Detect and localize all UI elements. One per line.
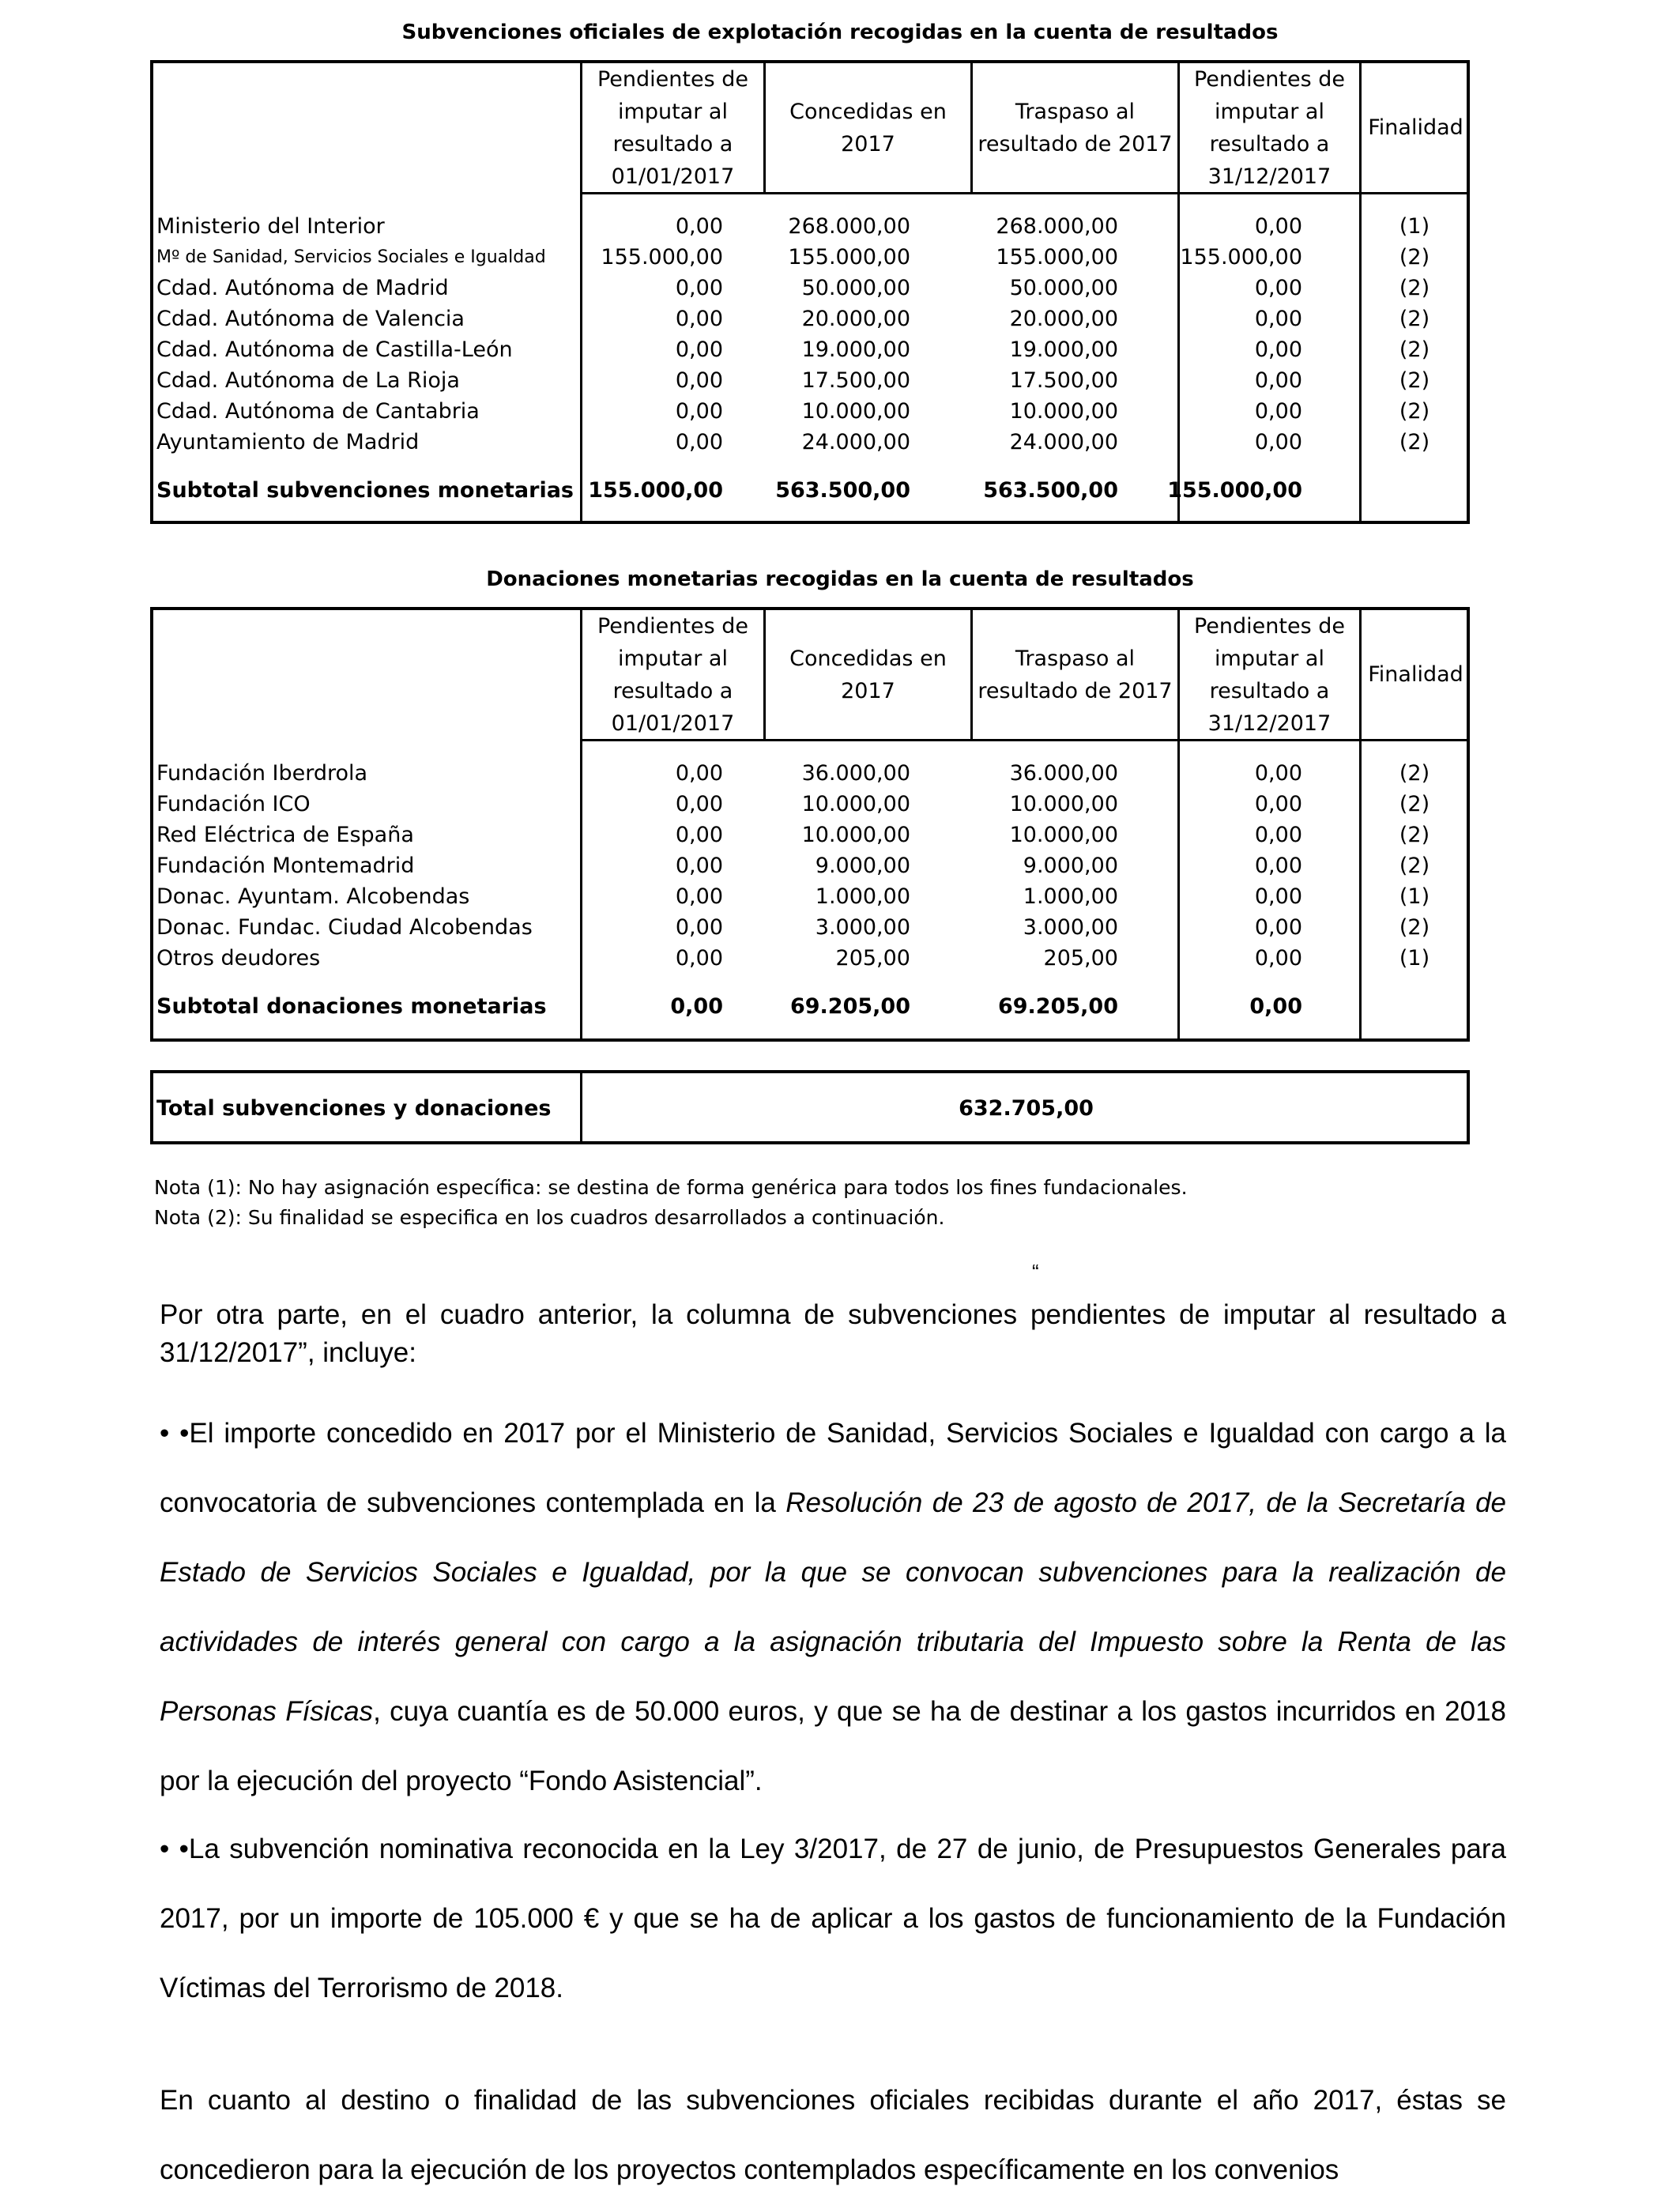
row-label: Cdad. Autónoma de Madrid <box>156 276 449 300</box>
column-header-line: 31/12/2017 <box>1207 710 1332 736</box>
amount-cell: 36.000,00 <box>1009 761 1118 786</box>
table-row <box>153 211 1467 242</box>
amount-cell: 0,00 <box>675 792 723 816</box>
row-label: Otros deudores <box>156 946 321 971</box>
amount-cell: 0,00 <box>675 761 723 786</box>
column-header <box>1180 63 1359 192</box>
amount-cell: 155.000,00 <box>601 245 723 270</box>
row-label: Fundación Montemadrid <box>156 854 415 878</box>
table-row <box>153 820 1467 850</box>
amount-cell: 0,00 <box>1254 307 1302 331</box>
amount-cell: 0,00 <box>675 430 723 454</box>
row-label: Fundación Iberdrola <box>156 761 368 786</box>
amount-cell: 563.500,00 <box>775 478 910 503</box>
row-label: Cdad. Autónoma de Castilla-León <box>156 337 513 362</box>
finalidad-cell: (1) <box>1399 946 1430 971</box>
column-header-line: Traspaso al <box>1015 646 1136 671</box>
donations-table <box>150 607 1470 1042</box>
finalidad-cell: (2) <box>1399 399 1430 424</box>
amount-cell: 3.000,00 <box>1023 915 1118 940</box>
bullet-1-resolution: Resolución de 23 de agosto de 2017, de la Secretaría de Estado de Servicios Sociales e Igualdad, por la que se convocan subvenciones para la realización de actividades de interés general con cargo a la asignación tributaria del Impuesto sobre la Renta de las Personas Físicas <box>160 1487 1506 1727</box>
table2-caption: Donaciones monetarias recogidas en la cuenta de resultados <box>486 567 1194 591</box>
table-row <box>153 881 1467 912</box>
finalidad-cell: (2) <box>1399 915 1430 940</box>
amount-cell: 19.000,00 <box>801 337 910 362</box>
amount-cell: 19.000,00 <box>1009 337 1118 362</box>
amount-cell: 268.000,00 <box>788 214 910 239</box>
column-header-line: Concedidas en <box>789 99 947 124</box>
amount-cell: 0,00 <box>675 307 723 331</box>
table-row <box>153 303 1467 334</box>
amount-cell: 10.000,00 <box>801 823 910 847</box>
table-row <box>153 758 1467 789</box>
column-header-line: imputar al <box>1215 646 1324 671</box>
amount-cell: 0,00 <box>675 337 723 362</box>
amount-cell: 0,00 <box>675 214 723 239</box>
amount-cell: 10.000,00 <box>1009 823 1118 847</box>
row-label: Cdad. Autónoma de Valencia <box>156 307 465 331</box>
amount-cell: 0,00 <box>675 884 723 909</box>
amount-cell: 0,00 <box>1254 915 1302 940</box>
finalidad-cell: (1) <box>1399 214 1430 239</box>
amount-cell: 0,00 <box>675 946 723 971</box>
row-label: Subtotal subvenciones monetarias <box>156 478 574 503</box>
column-header-line: Pendientes de <box>597 66 748 92</box>
table-row <box>153 427 1467 458</box>
amount-cell: 1.000,00 <box>1023 884 1118 909</box>
column-header <box>582 63 763 192</box>
finalidad-cell: (2) <box>1399 761 1430 786</box>
column-header-line: resultado de 2017 <box>977 678 1173 703</box>
amount-cell: 0,00 <box>675 823 723 847</box>
column-header-line: Pendientes de <box>1193 66 1345 92</box>
row-label: Donac. Fundac. Ciudad Alcobendas <box>156 915 533 940</box>
amount-cell: 10.000,00 <box>1009 792 1118 816</box>
note-1: Nota (1): No hay asignación específica: se destina de forma genérica para todos los fines fundacionales. <box>154 1176 1188 1199</box>
amount-cell: 0,00 <box>1249 994 1302 1019</box>
amount-cell: 10.000,00 <box>801 792 910 816</box>
amount-cell: 0,00 <box>1254 823 1302 847</box>
amount-cell: 0,00 <box>675 399 723 424</box>
amount-cell: 0,00 <box>1254 276 1302 300</box>
column-header-line: imputar al <box>1215 99 1324 124</box>
column-header <box>582 610 763 739</box>
finalidad-cell: (2) <box>1399 245 1430 270</box>
row-label: Red Eléctrica de España <box>156 823 414 847</box>
row-label: Subtotal donaciones monetarias <box>156 994 547 1019</box>
finalidad-cell: (2) <box>1399 337 1430 362</box>
amount-cell: 0,00 <box>1254 946 1302 971</box>
paragraph-purpose: En cuanto al destino o finalidad de las subvenciones oficiales recibidas durante el año 2017, éstas se concedieron para la ejecución de los proyectos contemplados específicamente en los convenios <box>160 2085 1506 2185</box>
table-row <box>153 273 1467 303</box>
column-header-line: resultado a <box>612 678 733 703</box>
amount-cell: 155.000,00 <box>1167 478 1302 503</box>
column-header-line: 2017 <box>841 678 895 703</box>
column-header-line: Concedidas en <box>789 646 947 671</box>
amount-cell: 10.000,00 <box>801 399 910 424</box>
amount-cell: 155.000,00 <box>996 245 1118 270</box>
row-label: Ayuntamiento de Madrid <box>156 430 420 454</box>
table-row <box>153 943 1467 974</box>
row-label: Ministerio del Interior <box>156 214 385 239</box>
grants-table <box>150 60 1470 524</box>
amount-cell: 0,00 <box>1254 854 1302 878</box>
table1-caption: Subvenciones oficiales de explotación recogidas en la cuenta de resultados <box>401 21 1279 44</box>
finalidad-cell: (2) <box>1399 368 1430 393</box>
amount-cell: 50.000,00 <box>801 276 910 300</box>
total-label: Total subvenciones y donaciones <box>156 1096 552 1121</box>
table-row <box>153 334 1467 365</box>
subtotal-row <box>153 475 1467 506</box>
amount-cell: 20.000,00 <box>1009 307 1118 331</box>
amount-cell: 20.000,00 <box>801 307 910 331</box>
table-row <box>153 365 1467 396</box>
amount-cell: 9.000,00 <box>815 854 910 878</box>
bullet-1-text: • •El importe concedido en 2017 por el Ministerio de Sanidad, Servicios Sociales e Igualdad con cargo a la convocatoria de subvenciones contemplada en la <box>160 1418 1506 1518</box>
column-header <box>766 610 970 739</box>
table-row <box>153 850 1467 881</box>
finalidad-cell: (1) <box>1399 884 1430 909</box>
amount-cell: 0,00 <box>1254 430 1302 454</box>
amount-cell: 50.000,00 <box>1009 276 1118 300</box>
column-header-line: Pendientes de <box>1193 613 1345 639</box>
amount-cell: 155.000,00 <box>1180 245 1302 270</box>
amount-cell: 69.205,00 <box>789 994 910 1019</box>
table-row <box>153 789 1467 820</box>
finalidad-cell: (2) <box>1399 823 1430 847</box>
finalidad-cell: (2) <box>1399 854 1430 878</box>
column-header-line: 31/12/2017 <box>1207 164 1332 189</box>
stray-quote-mark: “ <box>1032 1260 1039 1283</box>
column-header-line: Traspaso al <box>1015 99 1136 124</box>
column-header <box>1180 610 1359 739</box>
row-label: Mº de Sanidad, Servicios Sociales e Igualdad <box>156 247 546 267</box>
finalidad-cell: (2) <box>1399 792 1430 816</box>
column-header <box>973 610 1177 739</box>
amount-cell: 0,00 <box>1254 214 1302 239</box>
column-header-line: resultado de 2017 <box>977 131 1173 156</box>
amount-cell: 17.500,00 <box>801 368 910 393</box>
amount-cell: 268.000,00 <box>996 214 1118 239</box>
amount-cell: 0,00 <box>1254 337 1302 362</box>
amount-cell: 0,00 <box>675 368 723 393</box>
table-row <box>153 396 1467 427</box>
amount-cell: 205,00 <box>1043 946 1118 971</box>
amount-cell: 0,00 <box>675 915 723 940</box>
column-header-line: 01/01/2017 <box>611 710 735 736</box>
bullet-ministry-grant <box>160 1399 1506 1816</box>
column-header-line: Finalidad <box>1368 662 1463 687</box>
finalidad-cell: (2) <box>1399 430 1430 454</box>
amount-cell: 0,00 <box>675 276 723 300</box>
amount-cell: 24.000,00 <box>1009 430 1118 454</box>
row-label: Donac. Ayuntam. Alcobendas <box>156 884 470 909</box>
amount-cell: 0,00 <box>1254 368 1302 393</box>
amount-cell: 17.500,00 <box>1009 368 1118 393</box>
amount-cell: 10.000,00 <box>1009 399 1118 424</box>
amount-cell: 0,00 <box>1254 761 1302 786</box>
amount-cell: 0,00 <box>670 994 723 1019</box>
subtotal-row <box>153 991 1467 1022</box>
column-header <box>1362 63 1470 192</box>
column-header-line: resultado a <box>1209 678 1330 703</box>
column-header <box>973 63 1177 192</box>
amount-cell: 36.000,00 <box>801 761 910 786</box>
bullet-1-tail: , cuya cuantía es de 50.000 euros, y que se ha de destinar a los gastos incurridos en 2018 por la ejecución del proyecto “Fondo Asistencial”. <box>160 1696 1506 1796</box>
amount-cell: 0,00 <box>1254 884 1302 909</box>
amount-cell: 1.000,00 <box>815 884 910 909</box>
column-header-line: 01/01/2017 <box>611 164 735 189</box>
row-label: Fundación ICO <box>156 792 311 816</box>
column-header <box>766 63 970 192</box>
column-header-line: Pendientes de <box>597 613 748 639</box>
amount-cell: 24.000,00 <box>801 430 910 454</box>
amount-cell: 3.000,00 <box>815 915 910 940</box>
column-header-line: Finalidad <box>1368 115 1463 140</box>
finalidad-cell: (2) <box>1399 307 1430 331</box>
table-row <box>153 242 1467 273</box>
bullet-nominal-grant: • •La subvención nominativa reconocida en la Ley 3/2017, de 27 de junio, de Presupuestos Generales para 2017, por un importe de 105.000 € y que se ha de aplicar a los gastos de funcionamiento de la Fundación Víctimas del Terrorismo de 2018. <box>160 1834 1506 2003</box>
column-header-line: resultado a <box>612 131 733 156</box>
paragraph-intro: Por otra parte, en el cuadro anterior, la columna de subvenciones pendientes de imputar al resultado a 31/12/2017”, incluye: <box>160 1299 1506 1368</box>
amount-cell: 0,00 <box>1254 792 1302 816</box>
table-row <box>153 912 1467 943</box>
amount-cell: 0,00 <box>675 854 723 878</box>
finalidad-cell: (2) <box>1399 276 1430 300</box>
column-header-line: resultado a <box>1209 131 1330 156</box>
total-value: 632.705,00 <box>959 1096 1094 1121</box>
amount-cell: 563.500,00 <box>983 478 1118 503</box>
row-label: Cdad. Autónoma de Cantabria <box>156 399 480 424</box>
amount-cell: 155.000,00 <box>588 478 723 503</box>
total-box <box>150 1070 1470 1144</box>
amount-cell: 69.205,00 <box>997 994 1118 1019</box>
column-header <box>1362 610 1470 739</box>
column-header-line: imputar al <box>618 646 728 671</box>
column-header-line: imputar al <box>618 99 728 124</box>
amount-cell: 9.000,00 <box>1023 854 1118 878</box>
column-header-line: 2017 <box>841 131 895 156</box>
note-2: Nota (2): Su finalidad se especifica en los cuadros desarrollados a continuación. <box>154 1206 945 1229</box>
amount-cell: 205,00 <box>835 946 910 971</box>
amount-cell: 0,00 <box>1254 399 1302 424</box>
amount-cell: 155.000,00 <box>788 245 910 270</box>
row-label: Cdad. Autónoma de La Rioja <box>156 368 460 393</box>
